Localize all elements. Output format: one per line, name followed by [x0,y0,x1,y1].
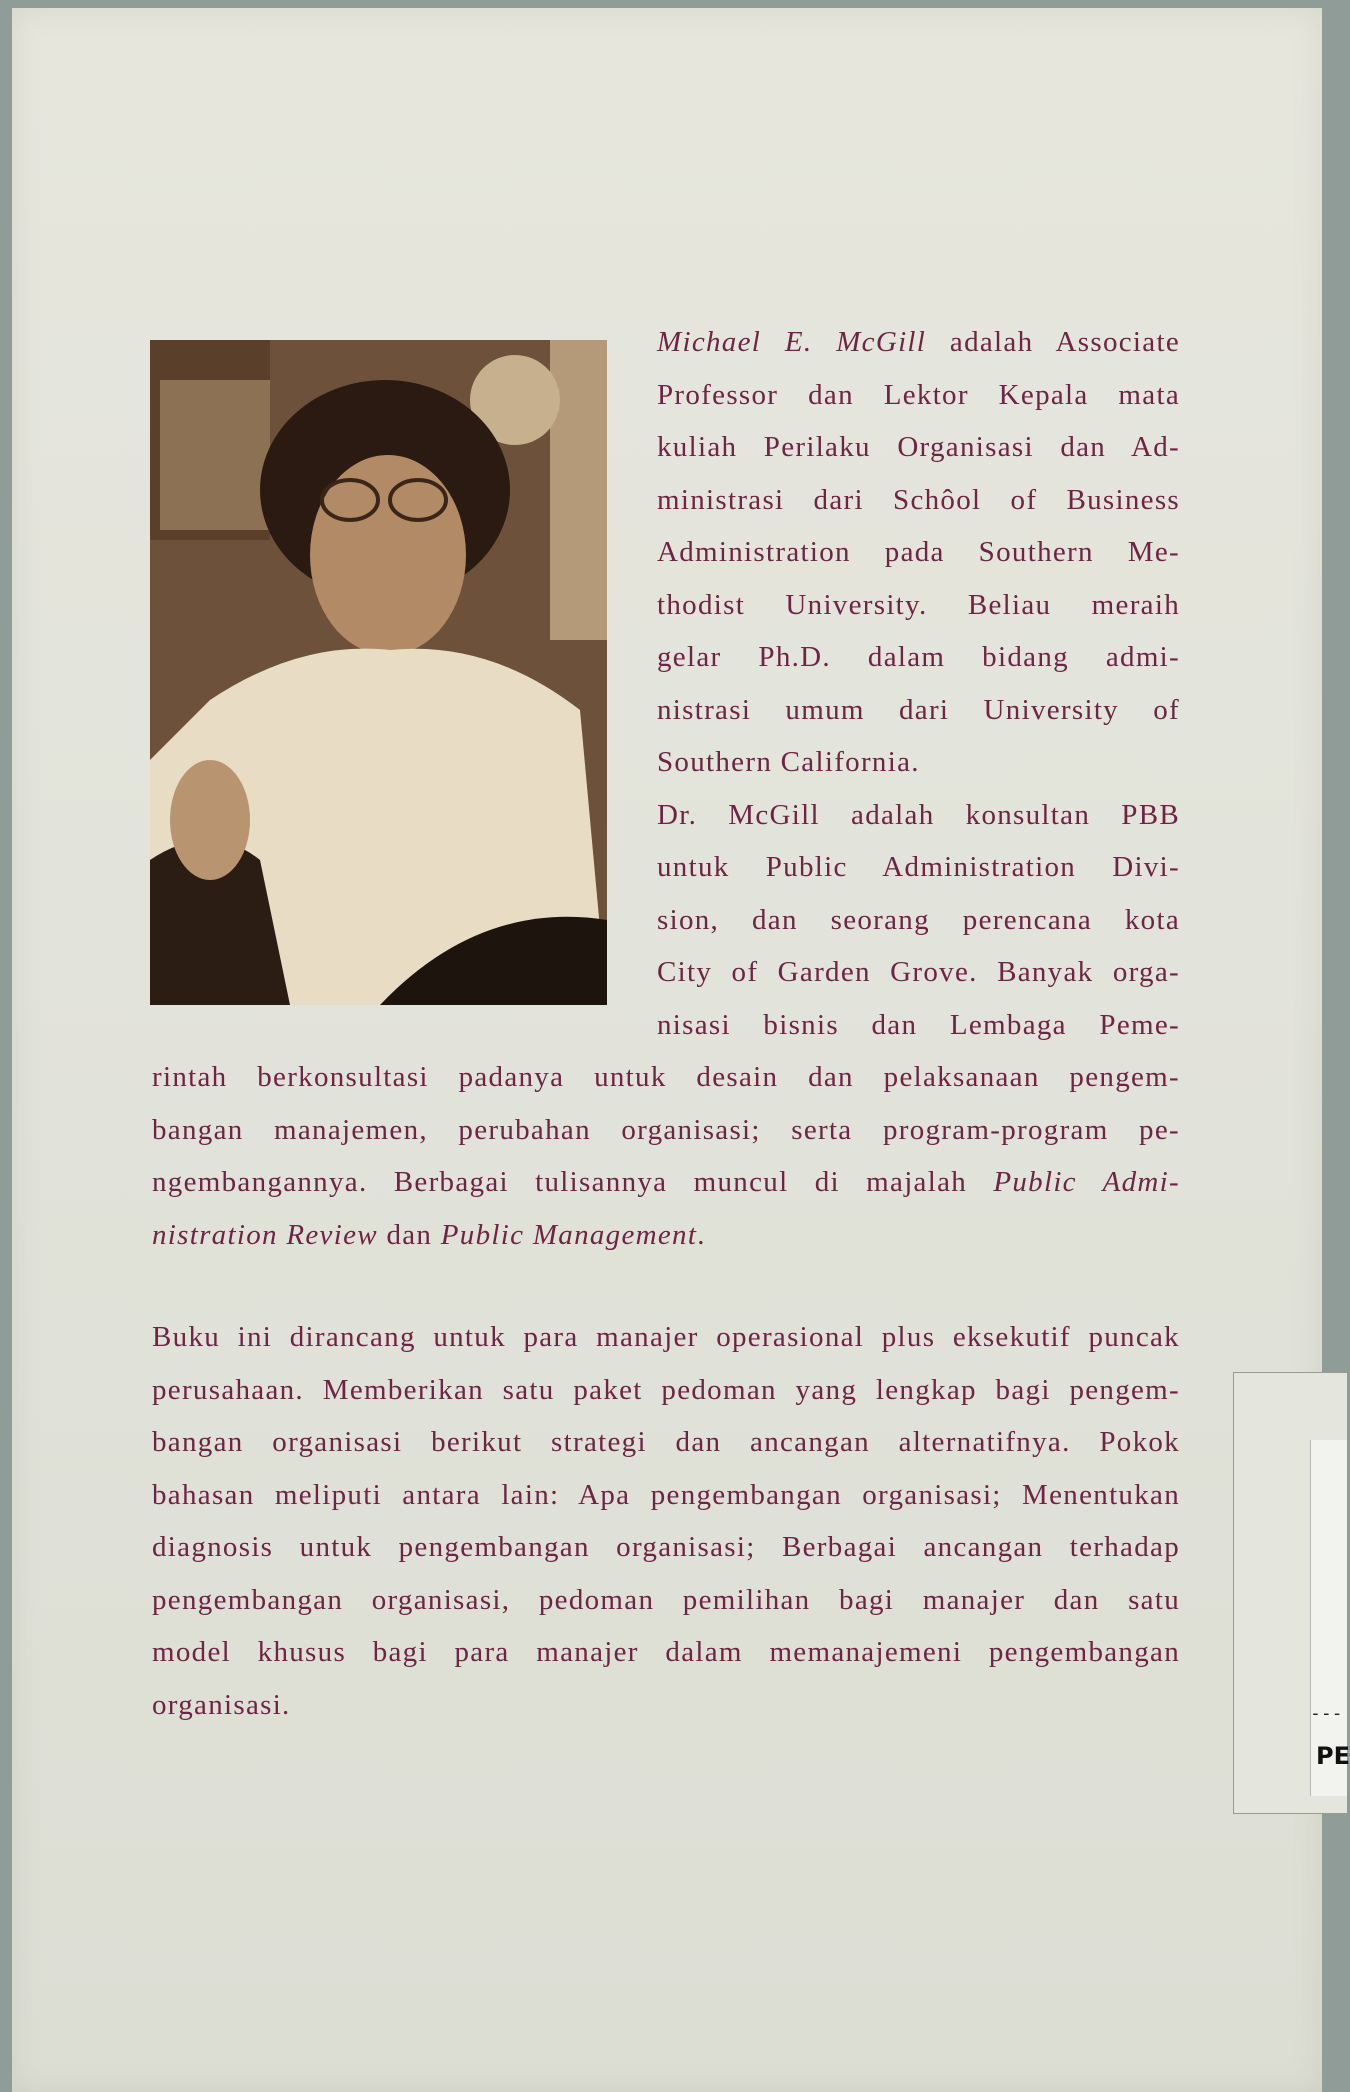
author-bio-side-column [657,316,1180,1051]
journal-title-part: Public Admi- [993,1166,1180,1198]
bio-line-5: Administration pada Southern Me- [657,536,1180,568]
bio-full-line-4-end: . [697,1218,706,1251]
desc-line-2: perusahaan. Memberikan satu paket pedoman yang lengkap bagi pengem- [152,1373,1180,1406]
bio-line-13: City of Garden Grove. Banyak orga- [657,956,1180,988]
bio-full-line-3 [152,1156,1180,1209]
bio-line-3: kuliah Perilaku Organisasi dan Ad- [657,431,1180,463]
bio-line-10: Dr. McGill adalah konsultan PBB [657,798,1180,831]
desc-line-4: bahasan meliputi antara lain: Apa pengembangan organisasi; Menentukan [152,1478,1180,1511]
bio-full-line-1: rintah berkonsultasi padanya untuk desain dan pelaksanaan pengem- [152,1061,1180,1093]
bio-line-4: ministrasi dari Schôol of Business [657,483,1180,516]
author-bio-full-width [152,1051,1180,1261]
bio-line-14: nisasi bisnis dan Lembaga Peme- [657,1008,1180,1041]
library-label-text: PE [1316,1742,1350,1770]
bio-line-8: nistrasi umum dari University of [657,693,1180,726]
author-name: Michael E. McGill [657,326,927,358]
author-portrait-photo [150,340,607,1005]
library-label-dashes: --- [1310,1703,1343,1724]
journal-title-2: Public Management [440,1218,698,1251]
bio-line-12: sion, dan seorang perencana kota [657,903,1180,936]
desc-line-5: diagnosis untuk pengembangan organisasi; Berbagai ancangan terhadap [152,1531,1180,1563]
bio-line-7: gelar Ph.D. dalam bidang admi- [657,641,1180,673]
book-description [152,1311,1180,1731]
bio-full-line-4-mid: dan [377,1218,441,1251]
bio-line-9: Southern California. [657,746,920,778]
bio-line-1 [657,316,1180,369]
bio-line-6: thodist University. Beliau meraih [657,588,1180,621]
desc-line-1: Buku ini dirancang untuk para manajer operasional plus eksekutif puncak [152,1321,1180,1353]
bio-line-11: untuk Public Administration Divi- [657,851,1180,883]
desc-line-6: pengembangan organisasi, pedoman pemilihan bagi manajer dan satu [152,1583,1180,1616]
desc-line-7: model khusus bagi para manajer dalam memanajemeni pengembangan [152,1636,1180,1668]
portrait-illustration [150,340,607,1005]
desc-line-8: organisasi. [152,1688,291,1721]
desc-line-3: bangan organisasi berikut strategi dan ancangan alternatifnya. Pokok [152,1426,1180,1458]
bio-full-line-3-text: ngembangannya. Berbagai tulisannya muncul di majalah [152,1166,994,1198]
bio-full-line-4 [152,1209,1180,1262]
bio-full-line-2: bangan manajemen, perubahan organisasi; serta program-program pe- [152,1113,1180,1146]
journal-title-rest: nistration Review [152,1218,378,1251]
bio-line-1-text: adalah Associate [926,326,1180,358]
bio-line-2: Professor dan Lektor Kepala mata [657,378,1180,411]
